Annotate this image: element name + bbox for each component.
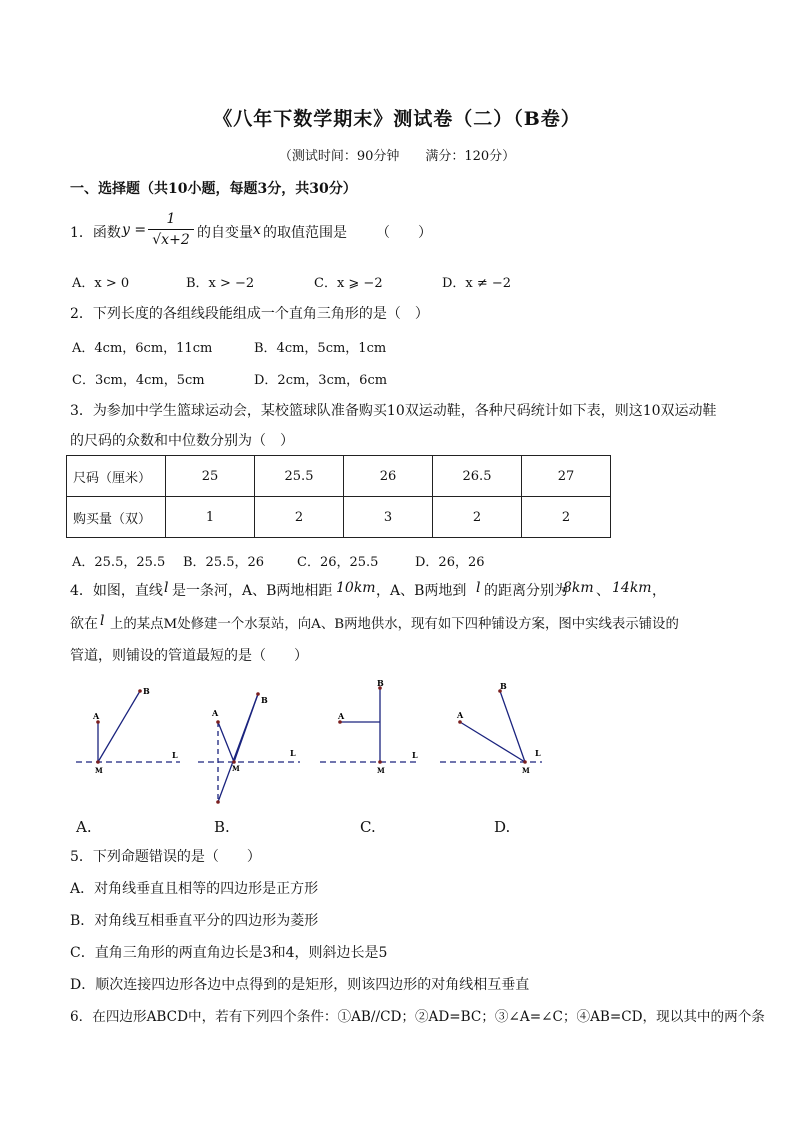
q6-stem: 6．在四边形ABCD中，若有下列四个条件：①AB//CD；②AD=BC；③∠A=∠C；④AB=CD，现以其中的两个条	[70, 1009, 765, 1025]
q2-stem: 2．下列长度的各组线段能组成一个直角三角形的是（ ）	[70, 306, 429, 322]
q1-func-lhs: y =	[122, 222, 147, 238]
q1-option-d: D．x ≠ −2	[442, 276, 512, 291]
q3-stem-line2: 的尺码的众数和中位数分别为（ ）	[70, 433, 294, 449]
point-a	[216, 720, 220, 724]
q5-option-c: C．直角三角形的两直角边长是3和4，则斜边长是5	[70, 945, 388, 961]
page-subtitle: （测试时间：90分钟 满分：120分）	[278, 149, 516, 164]
q5-option-b: B．对角线互相垂直平分的四边形为菱形	[70, 913, 319, 929]
q4-line1-e: 、	[596, 583, 610, 599]
table-cell: 25	[166, 456, 255, 497]
figure-d	[440, 681, 542, 775]
q4-line1-km2: 8km	[563, 580, 594, 596]
point-b	[256, 692, 260, 696]
q1-option-c: C．x ⩾ −2	[314, 276, 383, 291]
q3-option-a: A．25.5，25.5	[72, 555, 166, 570]
q4-line1-l: l	[164, 580, 169, 596]
shoe-size-table	[66, 455, 611, 538]
pipeline-figures	[60, 678, 560, 838]
figure-caption-a: A.	[76, 818, 92, 836]
label-l: L	[290, 748, 296, 758]
label-a: A	[338, 711, 345, 721]
table-cell: 1	[166, 497, 255, 538]
q5-stem: 5．下列命题错误的是（ ）	[70, 849, 261, 865]
label-m: M	[522, 766, 530, 775]
q3-option-c: C．26，25.5	[297, 555, 379, 570]
q4-line1-km1: 10km	[336, 580, 376, 596]
point-m	[96, 760, 100, 764]
point-m	[523, 760, 527, 764]
fraction-bar	[148, 229, 194, 230]
q4-line1-f: ，	[652, 583, 666, 599]
label-b: B	[377, 678, 384, 688]
label-a: A	[93, 711, 100, 721]
label-l: L	[535, 748, 541, 758]
table-row	[67, 497, 611, 538]
q2-option-d: D．2cm，3cm，6cm	[254, 373, 388, 388]
q1-suffix2: 的取值范围是	[263, 225, 347, 241]
table-row-header: 购买量（双）	[67, 497, 166, 538]
point-b	[138, 689, 142, 693]
figure-caption-b: B.	[214, 818, 230, 836]
point-m	[378, 760, 382, 764]
table-cell: 2	[255, 497, 344, 538]
table-cell: 2	[522, 497, 611, 538]
label-l: L	[412, 750, 418, 760]
q3-stem-line1: 3．为参加中学生篮球运动会，某校篮球队准备购买10双运动鞋，各种尺码统计如下表，则这10双运动鞋	[70, 403, 717, 419]
q2-option-a: A．4cm，6cm，11cm	[72, 341, 213, 356]
q1-option-b: B．x > −2	[186, 276, 255, 291]
q4-line2-b: 上的某点M处修建一个水泵站，向A、B两地供水，现有如下四种铺设方案，图中实线表示铺设的	[110, 617, 679, 632]
q1-suffix: 的自变量	[197, 225, 253, 241]
q1-fraction	[148, 210, 194, 249]
table-cell: 3	[344, 497, 433, 538]
q3-option-b: B．25.5，26	[183, 555, 265, 570]
q4-line1-d: 的距离分别为	[484, 583, 568, 599]
figure-a	[76, 686, 180, 775]
section-heading: 一、选择题（共10小题，每题3分，共30分）	[70, 181, 357, 197]
pipe-segment	[98, 691, 140, 762]
q2-option-c: C．3cm，4cm，5cm	[72, 373, 205, 388]
pipe-segment	[460, 722, 525, 762]
q4-line1-b: 是一条河，A、B两地相距	[172, 583, 333, 599]
label-m: M	[377, 766, 385, 775]
q4-line1-a: 4．如图，直线	[70, 583, 163, 599]
figure-b	[198, 692, 300, 804]
table-cell: 26	[344, 456, 433, 497]
q4-line1-c: ，A、B两地到	[376, 583, 467, 599]
q1-frac-num: 1	[166, 211, 176, 227]
q1-option-a: A．x > 0	[72, 276, 130, 291]
table-cell: 27	[522, 456, 611, 497]
pipe-segment	[500, 691, 525, 762]
label-l: L	[172, 750, 178, 760]
q1-var: x	[253, 222, 261, 238]
label-b: B	[143, 686, 150, 696]
q4-line1-l2: l	[476, 580, 481, 596]
q4-line3: 管道，则铺设的管道最短的是（ ）	[70, 648, 308, 664]
label-b: B	[261, 695, 268, 705]
q3-option-d: D．26，26	[415, 555, 485, 570]
figure-caption-c: C.	[360, 818, 376, 836]
table-cell: 25.5	[255, 456, 344, 497]
pipe-segment	[218, 694, 258, 802]
label-m: M	[95, 766, 103, 775]
q4-line2-l: l	[100, 613, 105, 629]
table-cell: 26.5	[433, 456, 522, 497]
label-a: A	[212, 708, 219, 718]
q5-option-a: A．对角线垂直且相等的四边形是正方形	[70, 881, 319, 897]
q4-line1-km3: 14km	[612, 580, 652, 596]
point-a-reflection	[216, 800, 220, 804]
label-a: A	[457, 710, 464, 720]
q1-prefix: 1．函数	[70, 225, 121, 241]
table-row	[67, 456, 611, 497]
figure-caption-d: D.	[494, 818, 511, 836]
q1-frac-den: √x+2	[152, 232, 190, 248]
pipe-segment	[218, 722, 234, 762]
page-title: 《八年下数学期末》测试卷（二）（B卷）	[213, 108, 581, 130]
table-cell: 2	[433, 497, 522, 538]
q5-option-d: D．顺次连接四边形各边中点得到的是矩形，则该四边形的对角线相互垂直	[70, 977, 530, 993]
table-row-header: 尺码（厘米）	[67, 456, 166, 497]
figure-c	[320, 678, 420, 775]
q4-line2-a: 欲在	[70, 616, 98, 632]
q2-option-b: B．4cm，5cm，1cm	[254, 341, 387, 356]
q1-answer-paren: （ ）	[376, 225, 432, 241]
label-b: B	[500, 681, 507, 691]
point-a	[458, 720, 462, 724]
label-m: M	[232, 764, 240, 773]
